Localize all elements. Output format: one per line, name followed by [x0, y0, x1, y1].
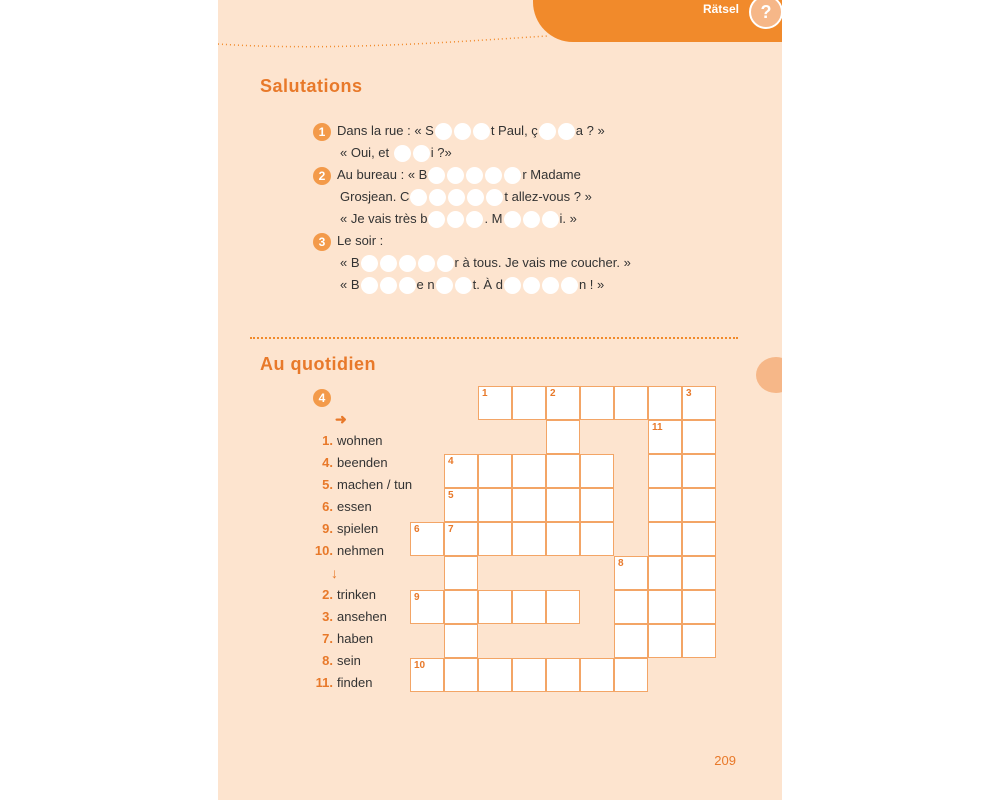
page-number: 209 [714, 753, 736, 768]
question-icon: ? [749, 0, 782, 29]
exercise-line: « B r à tous. Je vais me coucher. » [313, 252, 631, 274]
crossword-cell[interactable] [444, 590, 478, 624]
clue-number: 8. [322, 653, 333, 668]
salutations-exercise [313, 120, 631, 296]
clue-word: ansehen [337, 609, 387, 624]
crossword-cell[interactable] [648, 624, 682, 658]
crossword-cell[interactable] [546, 454, 580, 488]
crossword-cell[interactable] [682, 522, 716, 556]
section-title-au-quotidien: Au quotidien [260, 354, 376, 374]
clue-word: haben [337, 631, 374, 646]
dotted-separator [250, 337, 738, 339]
crossword-cell[interactable] [682, 590, 716, 624]
exercise-line: « Je vais très b . M i. » [313, 208, 631, 230]
clue-number: 4. [322, 455, 333, 470]
crossword-cell[interactable] [512, 386, 546, 420]
crossword-cell[interactable] [546, 420, 580, 454]
side-tab-marker [756, 357, 782, 393]
crossword-cell[interactable] [478, 488, 512, 522]
crossword-cell[interactable] [648, 386, 682, 420]
crossword-cell[interactable] [410, 522, 444, 556]
clue-number: 1. [322, 433, 333, 448]
cell-number: 9 [414, 592, 420, 603]
exercise-line: « Oui, et i ?» [313, 142, 631, 164]
crossword-cell[interactable] [546, 658, 580, 692]
clue-item [313, 496, 412, 518]
crossword-cell[interactable] [580, 454, 614, 488]
crossword-cell[interactable] [648, 590, 682, 624]
crossword-cell[interactable] [444, 522, 478, 556]
crossword-cell[interactable] [478, 658, 512, 692]
crossword-cell[interactable] [444, 624, 478, 658]
crossword-cell[interactable] [648, 454, 682, 488]
crossword-cell[interactable] [444, 454, 478, 488]
clue-word: essen [337, 499, 372, 514]
clue-number: 11. [315, 675, 333, 690]
crossword-cell[interactable] [614, 658, 648, 692]
tab-label: Rätsel [702, 2, 739, 16]
crossword-cell[interactable] [512, 590, 546, 624]
crossword-cell[interactable] [648, 488, 682, 522]
crossword-cell[interactable] [512, 488, 546, 522]
crossword-cell[interactable] [614, 624, 648, 658]
clue-item [313, 518, 412, 540]
crossword-cell[interactable] [478, 386, 512, 420]
crossword-cell[interactable] [512, 658, 546, 692]
crossword-cell[interactable] [682, 386, 716, 420]
clue-word: trinken [337, 587, 377, 602]
crossword-cell[interactable] [648, 522, 682, 556]
cell-number: 11 [652, 422, 663, 433]
clue-word: wohnen [337, 433, 383, 448]
cell-number: 10 [414, 660, 426, 671]
exercise-line: 1 Dans la rue : « S t Paul, ç a ? » [313, 120, 631, 142]
exercise-number-4: 4 [313, 389, 331, 407]
crossword-cell[interactable] [478, 522, 512, 556]
crossword-cell[interactable] [478, 454, 512, 488]
clue-item [313, 584, 412, 606]
crossword-cell[interactable] [648, 556, 682, 590]
crossword-cell[interactable] [614, 386, 648, 420]
clue-number: 7. [322, 631, 333, 646]
crossword-cell[interactable] [682, 454, 716, 488]
crossword-clues [313, 386, 412, 694]
arrow-down-icon: ↓ [331, 565, 338, 581]
crossword-cell[interactable] [444, 488, 478, 522]
clue-item [313, 540, 412, 562]
cell-number: 2 [550, 388, 556, 399]
clue-item [313, 628, 412, 650]
exercise-number-2: 2 [313, 167, 331, 185]
cell-number: 8 [618, 558, 624, 569]
header-tab [533, 0, 782, 42]
crossword-cell[interactable] [682, 556, 716, 590]
cell-number: 4 [448, 456, 454, 467]
clue-number: 2. [322, 587, 333, 602]
clue-number: 3. [322, 609, 333, 624]
crossword-cell[interactable] [580, 658, 614, 692]
cell-number: 7 [448, 524, 454, 535]
crossword-cell[interactable] [444, 556, 478, 590]
exercise-line: 3 Le soir : [313, 230, 631, 252]
crossword-cell[interactable] [546, 590, 580, 624]
cell-number: 5 [448, 490, 454, 501]
clue-item [313, 452, 412, 474]
crossword-cell[interactable] [614, 590, 648, 624]
exercise-number-1: 1 [313, 123, 331, 141]
workbook-page [218, 0, 782, 800]
crossword-cell[interactable] [512, 454, 546, 488]
exercise-line: 2 Au bureau : « B r Madame [313, 164, 631, 186]
clue-item [313, 672, 412, 694]
crossword-cell[interactable] [580, 386, 614, 420]
clue-word: finden [337, 675, 373, 690]
exercise-number-3: 3 [313, 233, 331, 251]
crossword-cell[interactable] [410, 590, 444, 624]
exercise-line: « B e n t. À d n ! » [313, 274, 631, 296]
clue-item [313, 650, 412, 672]
crossword-cell[interactable] [546, 488, 580, 522]
crossword-cell[interactable] [512, 522, 546, 556]
clue-number: 9. [322, 521, 333, 536]
clue-word: sein [337, 653, 361, 668]
crossword-cell[interactable] [546, 522, 580, 556]
clue-word: machen / tun [337, 477, 413, 492]
crossword-cell[interactable] [682, 488, 716, 522]
cell-number: 1 [482, 388, 488, 399]
clue-item [313, 430, 412, 452]
section-title-salutations: Salutations [260, 76, 363, 96]
crossword-cell[interactable] [682, 420, 716, 454]
clue-number: 5. [322, 477, 333, 492]
crossword-cell[interactable] [580, 522, 614, 556]
arrow-right-icon: ➜ [335, 411, 347, 427]
clue-word: nehmen [337, 543, 384, 558]
crossword-cell[interactable] [580, 488, 614, 522]
crossword-cell[interactable] [478, 590, 512, 624]
exercise-line: Grosjean. C t allez-vous ? » [313, 186, 631, 208]
crossword-cell[interactable] [444, 658, 478, 692]
crossword-cell[interactable] [410, 658, 444, 692]
crossword-cell[interactable] [682, 624, 716, 658]
clue-word: spielen [337, 521, 379, 536]
clue-number: 10. [314, 543, 333, 558]
clue-number: 6. [322, 499, 333, 514]
cell-number: 6 [414, 524, 420, 535]
clue-item [313, 606, 412, 628]
crossword-cell[interactable] [648, 420, 682, 454]
clue-item [313, 474, 412, 496]
crossword-cell[interactable] [546, 386, 580, 420]
clue-word: beenden [337, 455, 388, 470]
cell-number: 3 [686, 388, 692, 399]
crossword-cell[interactable] [614, 556, 648, 590]
